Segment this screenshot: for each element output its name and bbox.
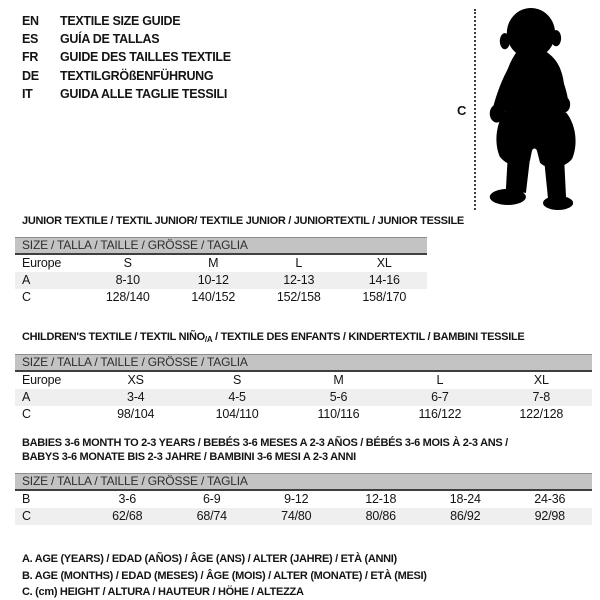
language-title: GUIDA ALLE TAGLIE TESSILI [60, 86, 228, 101]
table-title-line [22, 214, 464, 228]
column-header-row [15, 255, 427, 272]
language-title: TEXTILGRÖßENFÜHRUNG [60, 68, 214, 83]
size-header-cell: M [208, 256, 219, 270]
baby-silhouette-icon [483, 6, 597, 212]
value-cell: 3-6 [118, 492, 136, 506]
value-cell: 6-7 [431, 390, 449, 404]
size-header-cell: M [333, 373, 344, 387]
size-header-cell: XL [533, 373, 549, 387]
size-tables [15, 214, 592, 525]
value-cell: 68/74 [196, 509, 227, 523]
language-code: EN [22, 14, 39, 28]
legend-line: C. (cm) HEIGHT / ALTURA / HAUTEUR / HÖHE / ALTEZZA [22, 586, 304, 598]
table-title-line [22, 330, 592, 345]
table-row [15, 389, 592, 406]
language-code: DE [22, 68, 39, 83]
value-cell: 62/68 [112, 509, 143, 523]
table-title-text: /A [204, 335, 213, 344]
table-title-text: BABYS 3-6 MONATE BIS 2-3 JAHRE / BAMBINI 3-6 MESI A 2-3 ANNI [22, 451, 356, 463]
row-label-cell: C [22, 407, 31, 421]
size-guide-content [15, 214, 592, 600]
height-figure [440, 0, 600, 220]
language-title-list [22, 12, 231, 103]
size-table-babies [15, 436, 592, 525]
table-row [15, 508, 592, 525]
size-header-cell: S [233, 373, 242, 387]
size-header-cell: XS [127, 373, 144, 387]
value-cell: 4-5 [228, 390, 246, 404]
value-cell: 5-6 [329, 390, 348, 404]
value-cell: 140/152 [191, 290, 236, 304]
size-header-cell: L [295, 256, 303, 270]
language-code: IT [22, 86, 33, 101]
value-cell: 92/98 [534, 509, 565, 523]
table-title [22, 436, 592, 464]
size-table [15, 491, 592, 525]
language-code: ES [22, 32, 39, 47]
value-cell: 74/80 [281, 509, 312, 523]
table-title-line [22, 436, 592, 450]
table-title-line [22, 450, 592, 464]
size-table [15, 372, 592, 423]
language-row [22, 12, 231, 30]
value-cell: 14-16 [368, 273, 400, 287]
table-title-text: JUNIOR TEXTILE / TEXTIL JUNIOR/ TEXTILE JUNIOR / JUNIORTEXTIL / JUNIOR TESSILE [22, 215, 464, 227]
value-cell: 7-8 [532, 390, 551, 404]
language-code: FR [22, 50, 39, 65]
value-cell: 152/158 [276, 290, 321, 304]
height-measure-line [474, 9, 476, 210]
value-cell: 8-10 [115, 273, 140, 287]
legend-line: A. AGE (YEARS) / EDAD (AÑOS) / ÂGE (ANS) / ALTER (JAHRE) / ETÀ (ANNI) [22, 553, 397, 565]
table-row [15, 406, 592, 423]
table-title-text: CHILDREN'S TEXTILE / TEXTIL NIÑO [22, 331, 205, 343]
value-cell: 12-18 [365, 492, 397, 506]
row-label-cell: C [22, 290, 31, 304]
language-title: GUIDE DES TAILLES TEXTILE [60, 50, 231, 65]
size-table-junior [15, 214, 464, 306]
size-table-children [15, 330, 592, 423]
value-cell: 18-24 [449, 492, 481, 506]
value-cell: 12-13 [283, 273, 315, 287]
size-header-bar: SIZE / TALLA / TAILLE / GRÖSSE / TAGLIA [15, 237, 427, 255]
value-cell: 9-12 [284, 492, 309, 506]
language-row [22, 48, 231, 66]
table-row [15, 272, 427, 289]
value-cell: 6-9 [203, 492, 221, 506]
language-row [22, 85, 231, 103]
value-cell: 10-12 [197, 273, 229, 287]
value-cell: 110/116 [317, 407, 360, 421]
value-cell: 104/110 [215, 407, 259, 421]
region-header-cell: Europe [22, 373, 62, 387]
value-cell: 24-36 [534, 492, 566, 506]
language-title: TEXTILE SIZE GUIDE [60, 14, 181, 28]
size-table [15, 255, 427, 306]
value-cell: 98/104 [117, 407, 155, 421]
height-c-label: C [457, 103, 467, 118]
size-header-bar: SIZE / TALLA / TAILLE / GRÖSSE / TAGLIA [15, 473, 592, 491]
value-cell: 128/140 [105, 290, 150, 304]
size-header-bar: SIZE / TALLA / TAILLE / GRÖSSE / TAGLIA [15, 354, 592, 372]
legend-line: B. AGE (MONTHS) / EDAD (MESES) / ÂGE (MOIS) / ALTER (MONATE) / ETÀ (MESI) [22, 569, 427, 582]
table-title-text: BABIES 3-6 MONTH TO 2-3 YEARS / BEBÉS 3-6 MESES A 2-3 AÑOS / BÉBÉS 3-6 MOIS À 2-3 ANS / [22, 437, 508, 449]
language-title: GUÍA DE TALLAS [60, 32, 160, 47]
table-title [22, 330, 592, 345]
language-row [22, 67, 231, 85]
row-label-cell: A [22, 273, 31, 287]
value-cell: 116/122 [418, 407, 462, 421]
language-row [22, 30, 231, 48]
row-label-cell: C [22, 509, 31, 523]
row-label-cell: B [22, 492, 31, 506]
table-title [22, 214, 464, 228]
size-header-cell: S [123, 256, 132, 270]
region-header-cell: Europe [22, 256, 62, 270]
value-cell: 158/170 [362, 290, 407, 304]
value-cell: 80/86 [365, 509, 396, 523]
value-cell: 86/92 [450, 509, 481, 523]
table-row [15, 491, 592, 508]
column-header-row [15, 372, 592, 389]
value-cell: 122/128 [519, 407, 564, 421]
row-label-cell: A [22, 390, 31, 404]
legend [22, 551, 592, 600]
value-cell: 3-4 [126, 390, 145, 404]
table-title-text: / TEXTILE DES ENFANTS / KINDERTEXTIL / BAMBINI TESSILE [212, 331, 525, 343]
size-header-cell: L [436, 373, 444, 387]
size-header-cell: XL [376, 256, 392, 270]
table-row [15, 289, 427, 306]
